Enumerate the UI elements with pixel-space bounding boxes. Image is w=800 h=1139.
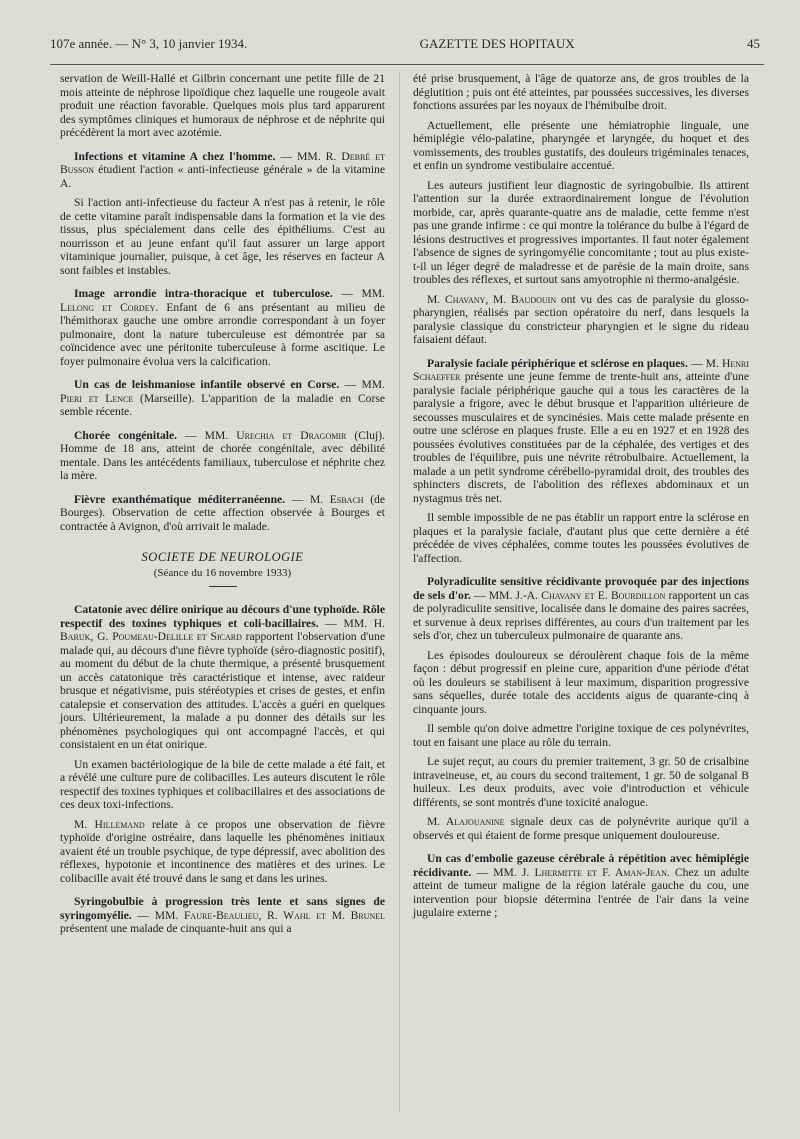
article-title: Un cas de leishmaniose infantile observé en Corse. [74,378,340,391]
section-date: (Séance du 16 novembre 1933) [153,566,292,579]
article-authors: — MM. J.-A. Chavany et E. Bourdillon [474,588,666,602]
article-entry [60,493,385,534]
article-text: Enfant de 6 ans présentant au milieu de l'hémithorax gauche une ombre arrondie correspondant à un foyer pulmonaire, dont la nature tuberculeuse est démontrée par sa coïncidence avec une péritonite tuberculeuse à forme ascitique. Le foyer pulmonaire évolua vers la calcification. [60,300,385,368]
article-text: (Cluj). Homme de 18 ans, atteint de chorée congénitale, avec débilité mentale. Dans les antécédents familiaux, tuberculose et néphrite chez la mère. [60,428,385,482]
article-title: Un cas d'embolie gazeuse cérébrale à répétition avec hémiplégie récidivante. [413,852,749,879]
paragraph: été prise brusquement, à l'âge de quatorze ans, de gros troubles de la déglutition ; puis ont été atteintes, par poussées successives, les diverses fonctions assurées par les noyaux de l'hémibulbe droit. [413,72,749,112]
paragraph: Si l'action anti-infectieuse du facteur A n'est pas à retenir, le rôle de cette vitamine paraît indispensable dans la formation et la vie des tissus, plus spécialement dans celle des épithéliums. C'est au nourrisson et au jeune enfant qu'il faut assurer un large apport vitaminique journalier, puisque, à cet âge, les réserves en facteur A sont faibles et instables. [60,196,385,277]
article-authors: M. Alajouanine [427,815,505,828]
running-header [50,36,760,52]
header-issue: 107e année. — N° 3, 10 janvier 1934. [50,36,248,51]
article-entry [60,378,385,419]
paragraph: Les épisodes douloureux se déroulèrent chaque fois de la même façon : début progressif en pleine cure, apparition d'une période d'état où les douleurs se stabilisent à leur maximum, disparition progressive sans séquelles, durée totale des accidents aigus de quarante-cinq à cinquante jours. [413,648,749,716]
article-entry [60,895,385,936]
article-title: Image arrondie intra-thoracique et tuberculose. [74,287,333,300]
article-authors: — M. Esbach [291,492,364,506]
article-entry [413,575,749,643]
paragraph: Un examen bactériologique de la bile de cette malade a été fait, et a révélé une culture pure de colibacilles. Les auteurs discutent le rôle respectif des toxines typhiques et colibacillaires et des associations de ces deux toxi-infections. [60,757,385,811]
article-entry [60,429,385,483]
article-authors: M. Chavany, M. Baudouin [427,292,557,306]
paragraph: Les auteurs justifient leur diagnostic de syringobulbie. Ils attirent l'attention sur la durée extraordinairement longue de l'évolution morbide, car, après quarante-quatre ans de maladie, cette femme n'est pas une grande infirme : ce qui montre la tolérance du bulbe à l'égard de lésions destructives et progressives importantes. Il faut noter également l'absence de signes de syringomyélie concomitante ; tout au plus existe-t-il un léger degré de maladresse et de parésie de la main droite, sans troubles des réflexes, et surtout sans amyotrophie ni thermo-analgésie. [413,178,749,286]
article-text: (Marseille). L'apparition de la maladie en Corse semble récente. [60,391,385,418]
article-authors: — MM. R. Debré et Busson [60,149,385,176]
article-authors: — MM. Pieri et Lence [60,378,385,405]
article-entry [413,357,749,506]
article-text: rapportent un cas de polyradiculite sensitive, localisée dans le domaine des paires sacrées, et survenue à deux reprises différentes, au cours d'un traitement par les sels d'or, chez un tuberculeux pulmonaire de quarante ans. [413,588,749,642]
article-entry [60,818,385,886]
article-title: Polyradiculite sensitive récidivante provoquée par des injections de sels d'or. [413,575,749,602]
article-text: (de Bourges). Observation de cette affection observée à Bourges et contractée à Avignon, d'où arrivait le malade. [60,492,386,533]
article-text: Chez un adulte atteint de tumeur maligne de la région latérale gauche du cou, une intervention pour biopsie détermina l'entrée de l'air dans la veine jugulaire externe ; [413,865,749,919]
left-column [60,72,385,942]
article-authors: — MM. Urechia et Dragomir [185,428,347,442]
column-divider [399,72,400,1112]
article-authors: — MM. J. Lhermitte et F. Aman-Jean. [476,865,670,879]
article-text: ont vu des cas de paralysie du glosso-pharyngien, réalisés par section opératoire du nerf, dans lesquels la paralysie classique du constricteur pharyngien et le signe du rideau faisaient défaut. [413,292,749,346]
article-text: rapportent l'observation d'une malade qui, au décours d'une fièvre typhoïde (séro-diagnostic positif), au moment du début de la chute thermique, a présenté brusquement un accès catatonique très caractéristique et intense, avec raideur brusque et négativisme, puis stéréotypies et crises de gestes, et enfin catalepsie et conservation des attitudes. L'accès a guéri en quelques jours. Ultérieurement, la malade a pu donner des détails sur les phénomènes psychologiques qui ont accompagné l'accès, et qui consistaient en un état onirique. [60,630,385,751]
section-title: SOCIETE DE NEUROLOGIE [141,550,304,564]
article-authors: — MM. Faure-Beaulieu, R. Wahl et M. Brunel [137,908,385,922]
paragraph: Il semble qu'on doive admettre l'origine toxique de ces polynévrites, tout en faisant une place au rôle du terrain. [413,722,749,749]
article-text: présentent une malade de cinquante-huit ans qui a [60,922,292,935]
article-authors: M. Hillemand [74,817,145,831]
article-title: Paralysie faciale périphérique et sclérose en plaques. [427,356,688,370]
article-entry [60,287,385,368]
header-journal-title: GAZETTE DES HOPITAUX [419,36,575,51]
article-title: Infections et vitamine A chez l'homme. [74,149,276,163]
article-entry [413,293,749,347]
article-entry [413,852,749,920]
article-title: Chorée congénitale. [74,428,178,442]
article-entry [413,815,749,842]
paragraph: Le sujet reçut, au cours du premier traitement, 3 gr. 50 de crisalbine intraveineuse, et, au cours du second traitement, 1 gr. 50 de solganal B huileux. Les deux produits, avec voie d'introduction et véhicule différents, se sont montrés d'une toxicité analogue. [413,755,749,809]
article-text: présente une jeune femme de trente-huit ans, atteinte d'une paralysie faciale périphérique gauche qui a tous les caractères de la paralysie a frigore, avec le début brusque et l'apparition ultérieure de secousses musculaires et de syncinésies. Mais cette malade présente en outre une sclérose en plaques fruste. Elle a eu en 1927 et en 1928 des poussées évolutives constituées par de la céphalée, des vertiges et des troubles de l'équilibre, puis une névrite rétrobulbaire. Actuellement, la malade a un petit syndrome cérébello-pyramidal droit, des troubles des sphincters discrets, de l'abolition des réflexes abdominaux et un nystagmus très net. [413,370,749,505]
article-entry [60,603,385,752]
article-text: signale deux cas de polynévrite aurique qu'il a observés et qui étaient de forme presque uniquement douloureuse. [413,815,749,842]
article-title: Catatonie avec délire onirique au décours d'une typhoïde. Rôle respectif des toxines typhiques et coli-bacillaires. [60,603,385,630]
header-page-number: 45 [747,36,760,51]
article-title: Fièvre exanthématique méditerranéenne. [74,492,286,506]
article-entry [60,150,385,191]
article-text: étudient l'action « anti-infectieuse générale » de la vitamine A. [60,163,385,190]
article-title: Syringobulbie à progression très lente et sans signes de syringomyélie. [60,895,385,922]
article-authors: — MM. H. Baruk, G. Poumeau-Delille et Sicard [60,616,385,643]
paragraph: servation de Weill-Hallé et Gilbrin concernant une petite fille de 21 mois atteinte de néphrose lipoïdique chez laquelle une rougeole avait produit une réaction favorable. Quelques mois plus tard apparurent des symptômes cliniques et humoraux de néphrose et de néphrite qui précédèrent la mort avec azotémie. [60,72,385,139]
article-text: relate à ce propos une observation de fièvre typhoïde d'origine ostréaire, dans laquelle les phénomènes initiaux avaient été un trouble psychique, de type dépressif, avec abolition des réflexes, hypotonie et incontinence des matières et des urines. Le colibacille avait été trouvé dans le sang et dans les urines. [60,817,386,885]
article-authors: — MM. Lelong et Cordey. [60,287,386,314]
paragraph: Il semble impossible de ne pas établir un rapport entre la sclérose en plaques et la paralysie faciale, d'autant plus que cette dernière a été précédée de vives céphalées, comme toutes les poussées évolutives de l'affection. [413,511,749,565]
header-rule [50,64,764,65]
right-column [413,72,749,926]
section-divider [209,586,237,587]
paragraph: Actuellement, elle présente une hémiatrophie linguale, une hémiplégie vélo-palatine, pharyngée et laryngée, du hoquet et des vomissements, des troubles gustatifs, des douleurs trigéminales tenaces, et enfin un syndrome vestibulaire accentué. [413,118,749,172]
article-authors: — M. Henri Schaeffer [413,356,749,383]
